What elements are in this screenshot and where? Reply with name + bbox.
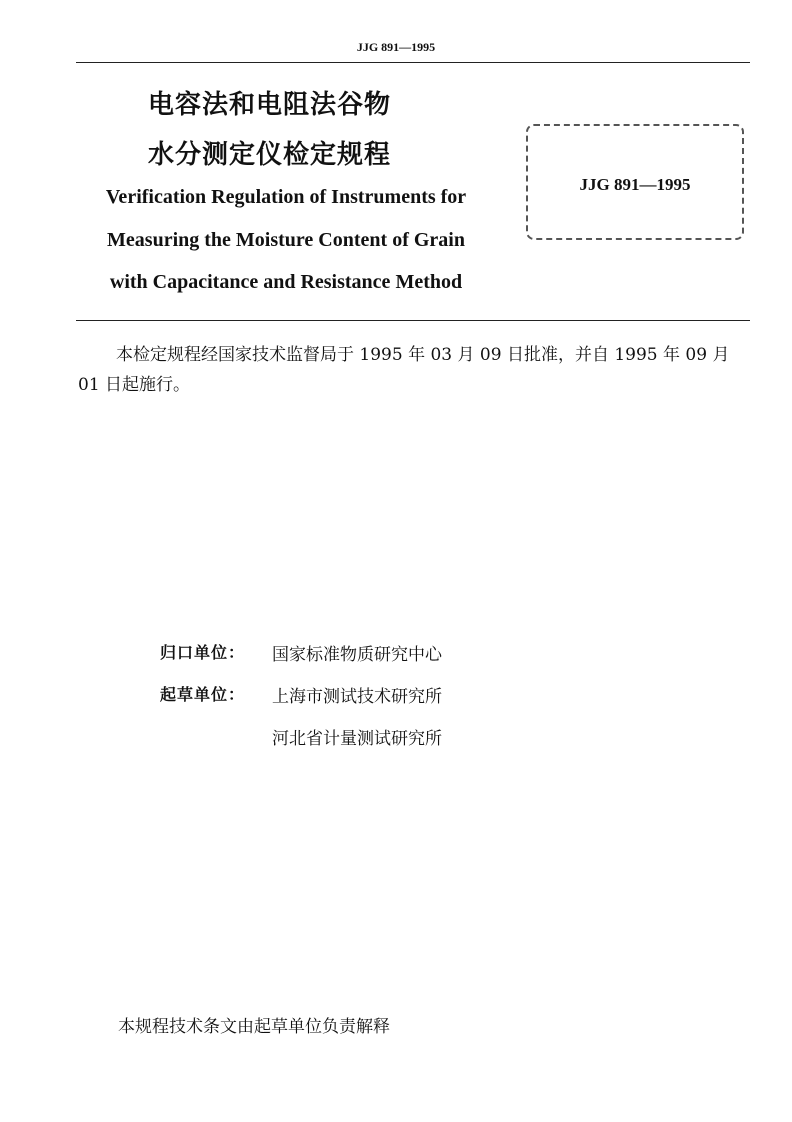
title-cn-line-1: 电容法和电阻法谷物 bbox=[148, 90, 392, 120]
responsible-unit-value: 国家标准物质研究中心 bbox=[272, 645, 442, 665]
approval-statement: 本检定规程经国家技术监督局于 1995 年 03 月 09 日批准，并自 1995 年 09 月 01 日起施行。 bbox=[78, 345, 730, 395]
standard-code-box-text: JJG 891—1995 bbox=[579, 175, 691, 194]
responsible-unit-label: 归口单位： bbox=[160, 643, 246, 662]
title-en-line-2: Measuring the Moisture Content of Grain bbox=[107, 229, 465, 251]
title-en-line-3: with Capacitance and Resistance Method bbox=[109, 271, 463, 293]
drafting-unit-value-1: 上海市测试技术研究所 bbox=[272, 687, 442, 707]
drafting-unit-value-2: 河北省计量测试研究所 bbox=[272, 729, 442, 749]
interpretation-note: 本规程技术条文由起草单位负责解释 bbox=[118, 1017, 390, 1037]
top-divider bbox=[76, 62, 750, 63]
header-standard-code: JJG 891—1995 bbox=[356, 40, 436, 54]
drafting-unit-label: 起草单位： bbox=[160, 685, 246, 704]
middle-divider bbox=[76, 320, 750, 321]
title-en-line-1: Verification Regulation of Instruments for bbox=[105, 186, 467, 208]
title-cn-line-2: 水分测定仪检定规程 bbox=[148, 140, 392, 170]
